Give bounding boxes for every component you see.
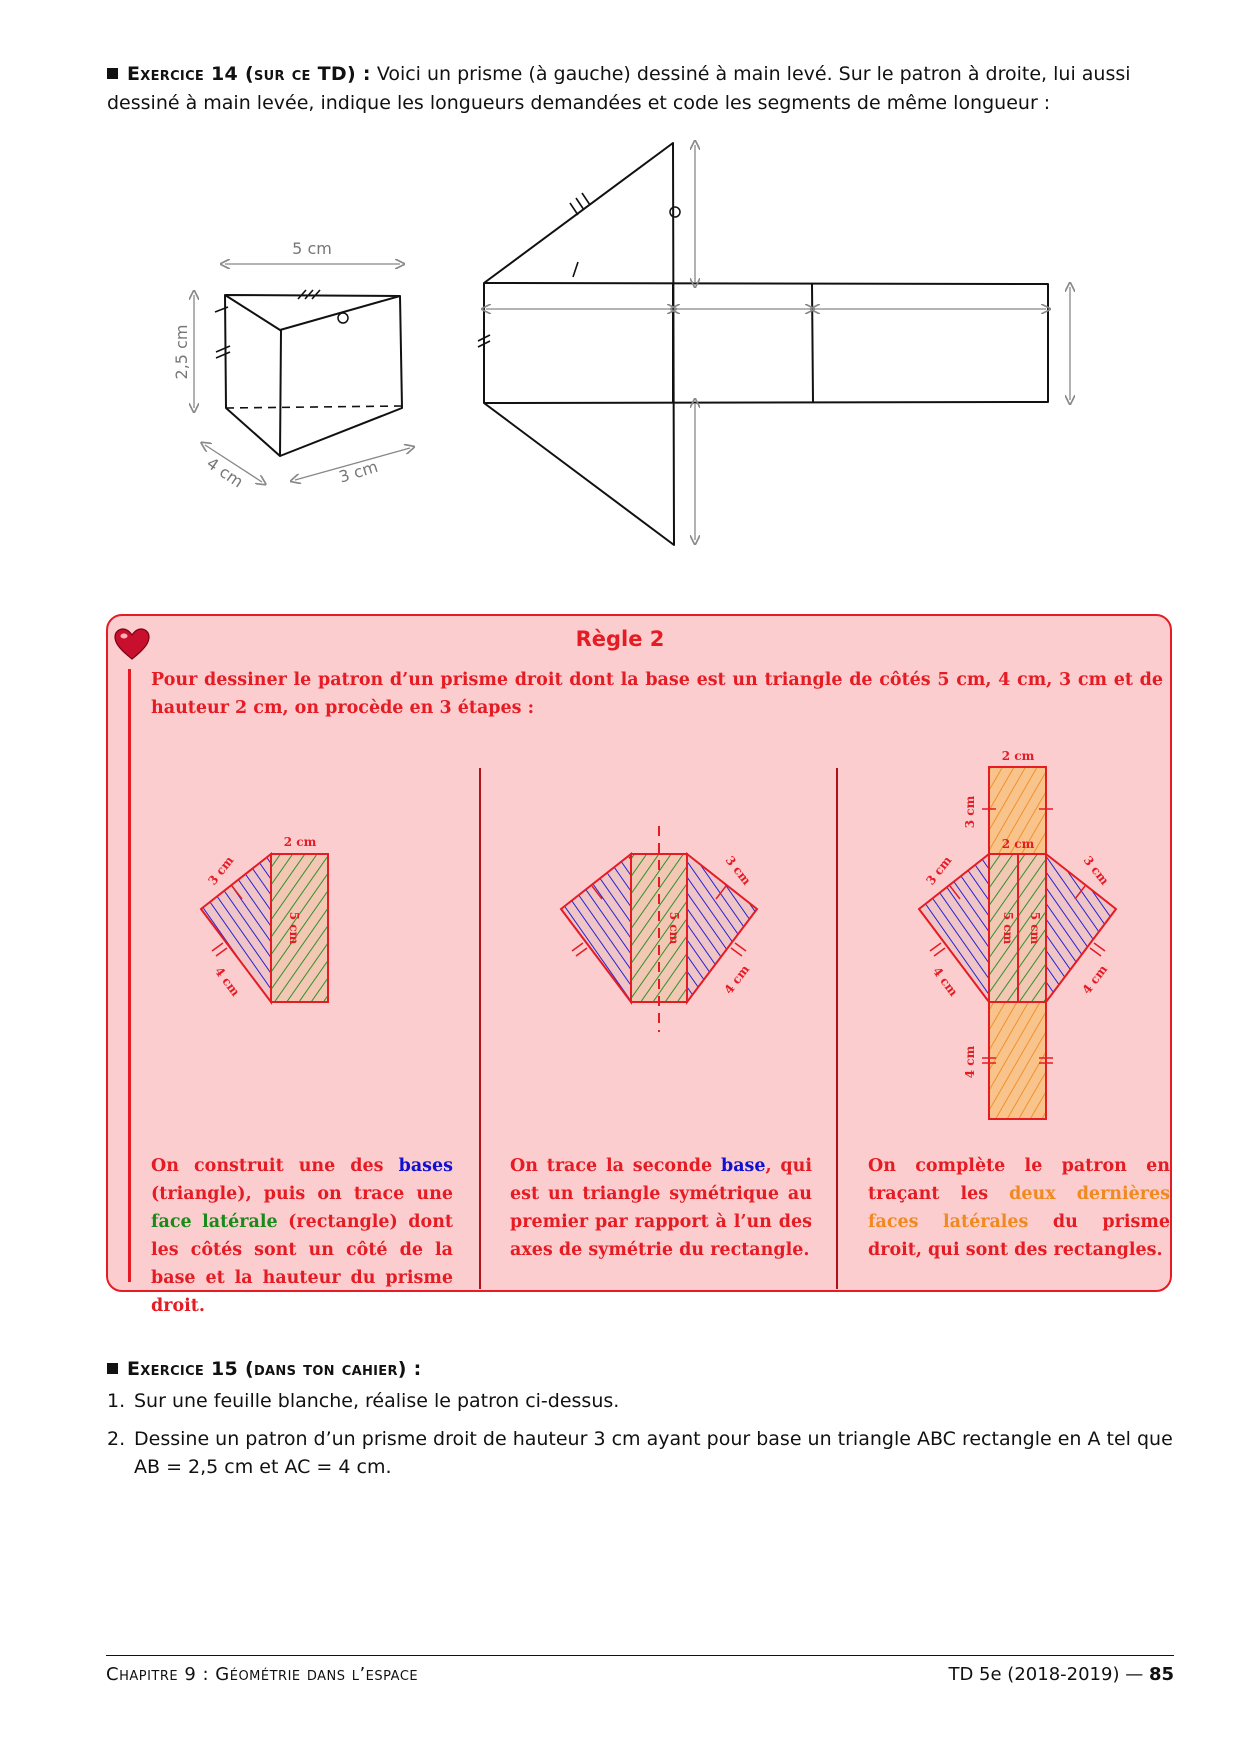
step3-label-5cm-right: 5 cm xyxy=(1028,911,1042,945)
prism-label-top: 5 cm xyxy=(292,239,332,258)
step1-text: On construit une des bases (triangle), puis on trace une face latérale (rectangle) dont les côtés sont un côté de la base et la hauteur du prisme droit. xyxy=(151,1156,453,1316)
footer-chapter: Chapitre 9 : Géométrie dans l’espace xyxy=(106,1664,419,1685)
bullet-square-icon xyxy=(107,68,118,79)
step3-label-4cm-bottom: 4 cm xyxy=(963,1045,977,1079)
step2-word-base: base xyxy=(720,1156,766,1176)
step1-word-bases: bases xyxy=(398,1156,453,1176)
exercise-14-title: Exercice 14 (sur ce TD) : xyxy=(127,63,371,85)
step3-label-3cm-right: 3 cm xyxy=(1080,853,1112,888)
step1-label-3cm: 3 cm xyxy=(205,853,237,888)
step3-label-3cm-side: 3 cm xyxy=(963,795,977,829)
step1-label-5cm: 5 cm xyxy=(287,911,301,945)
rule-steps-figure xyxy=(140,740,1160,1130)
step3-word-faces: deux dernières faces latérales xyxy=(868,1184,1170,1232)
exercise-15-item-2: 2. Dessine un patron d’un prisme droit de hauteur 3 cm ayant pour base un triangle ABC rectangle en A tel que AB = 2,5 cm et AC = 4 cm. xyxy=(107,1428,1173,1478)
step2-text: On trace la seconde base, qui est un triangle symétrique au premier par rapport à l’un des axes de symétrie du rectangle. xyxy=(510,1156,813,1260)
footer-rule xyxy=(106,1655,1174,1656)
footer-td: TD 5e (2018-2019) — 85 xyxy=(948,1664,1174,1685)
step3-label-2cm-top: 2 cm xyxy=(1001,749,1035,763)
step1-label-2cm: 2 cm xyxy=(283,835,317,849)
bullet-square-icon xyxy=(107,1363,118,1374)
step3-label-5cm-left: 5 cm xyxy=(1001,911,1015,945)
step3-label-4cm-right: 4 cm xyxy=(1079,962,1111,997)
rule-left-bar xyxy=(128,669,131,1282)
prism-sketch xyxy=(160,230,440,500)
step3-label-3cm-left: 3 cm xyxy=(923,853,955,888)
exercise-15-title-line xyxy=(107,1355,1179,1384)
step1-word-face-laterale: face latérale xyxy=(151,1212,278,1232)
step2-label-3cm: 3 cm xyxy=(722,853,754,888)
page-number: 85 xyxy=(1148,1664,1174,1685)
step3-text: On complète le patron en traçant les deux dernières faces latérales du prisme droit, qui sont des rectangles. xyxy=(868,1156,1170,1260)
exercise-15-title: Exercice 15 (dans ton cahier) : xyxy=(127,1358,422,1380)
step2-label-4cm: 4 cm xyxy=(721,962,753,997)
rule-title: Règle 2 xyxy=(575,627,665,651)
prism-label-bottom-right: 3 cm xyxy=(336,456,381,487)
step3-label-4cm-left: 4 cm xyxy=(929,964,961,999)
exercise-14-statement xyxy=(107,60,1179,118)
prism-label-left: 2,5 cm xyxy=(172,324,191,380)
step1-label-4cm: 4 cm xyxy=(211,964,243,999)
prism-label-bottom-left: 4 cm xyxy=(203,453,247,492)
exercise-15-item-1: 1. Sur une feuille blanche, réalise le patron ci-dessus. xyxy=(107,1390,620,1412)
step2-label-5cm: 5 cm xyxy=(667,911,681,945)
prism-net-sketch xyxy=(470,135,1090,555)
exercise-14-text: Voici un prisme (à gauche) dessiné à main levé. Sur le patron à droite, lui aussi dessiné à main levée, indique les longueurs demandées et code les segments de même longueur : xyxy=(107,63,1131,114)
rule-intro: Pour dessiner le patron d’un prisme droit dont la base est un triangle de côtés 5 cm, 4 cm, 3 cm et de hauteur 2 cm, on procède en 3 étapes : xyxy=(151,670,1163,718)
step3-label-2cm-mid: 2 cm xyxy=(1001,837,1035,851)
